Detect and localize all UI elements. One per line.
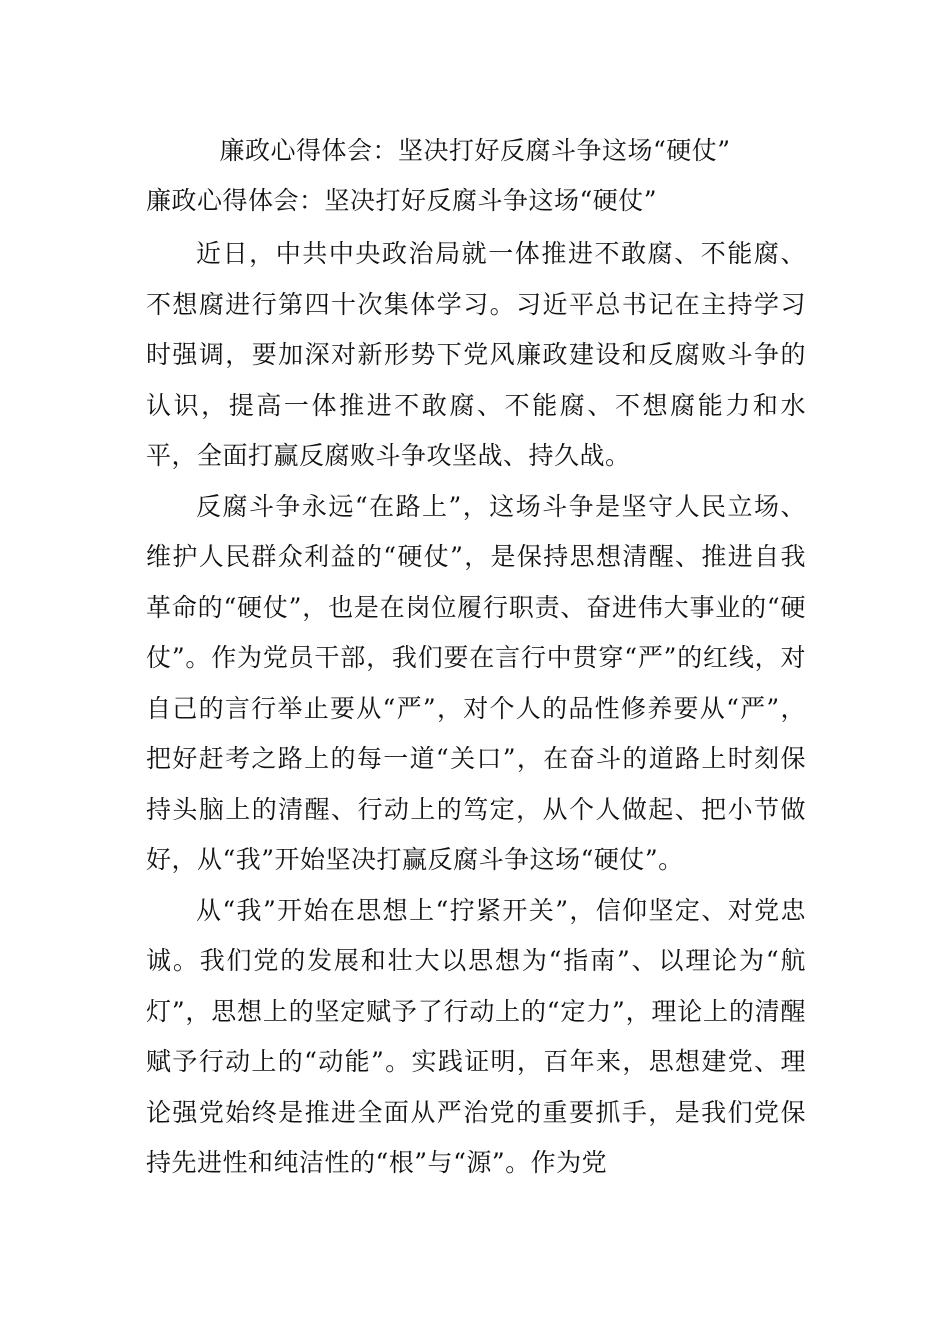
paragraph-3: 从“我”开始在思想上“拧紧开关”，信仰坚定、对党忠诚。我们党的发展和壮大以思想为“指南”、以理论为“航灯”，思想上的坚定赋予了行动上的“定力”，理论上的清醒赋予行动上的“动能”。实践证明，百年来，思想建党、理论强党始终是推进全面从严治党的重要抓手，是我们党保持先进性和纯洁性的“根”与“源”。作为党	[146, 895, 806, 1177]
document-title-centered: 廉政心得体会：坚决打好反腐斗争这场“硬仗”	[219, 136, 731, 165]
document-body	[146, 229, 806, 1189]
paragraph-1: 近日，中共中央政治局就一体推进不敢腐、不能腐、不想腐进行第四十次集体学习。习近平总书记在主持学习时强调，要加深对新形势下党风廉政建设和反腐败斗争的认识，提高一体推进不敢腐、不能腐、不想腐能力和水平，全面打赢反腐败斗争攻坚战、持久战。	[146, 239, 806, 470]
document-title-left: 廉政心得体会：坚决打好反腐斗争这场“硬仗”	[146, 186, 658, 215]
paragraph-2: 反腐斗争永远“在路上”，这场斗争是坚守人民立场、维护人民群众利益的“硬仗”，是保持思想清醒、推进自我革命的“硬仗”，也是在岗位履行职责、奋进伟大事业的“硬仗”。作为党员干部，我们要在言行中贯穿“严”的红线，对自己的言行举止要从“严”，对个人的品性修养要从“严”，把好赶考之路上的每一道“关口”，在奋斗的道路上时刻保持头脑上的清醒、行动上的笃定，从个人做起、把小节做好，从“我”开始坚决打赢反腐斗争这场“硬仗”。	[146, 491, 806, 874]
